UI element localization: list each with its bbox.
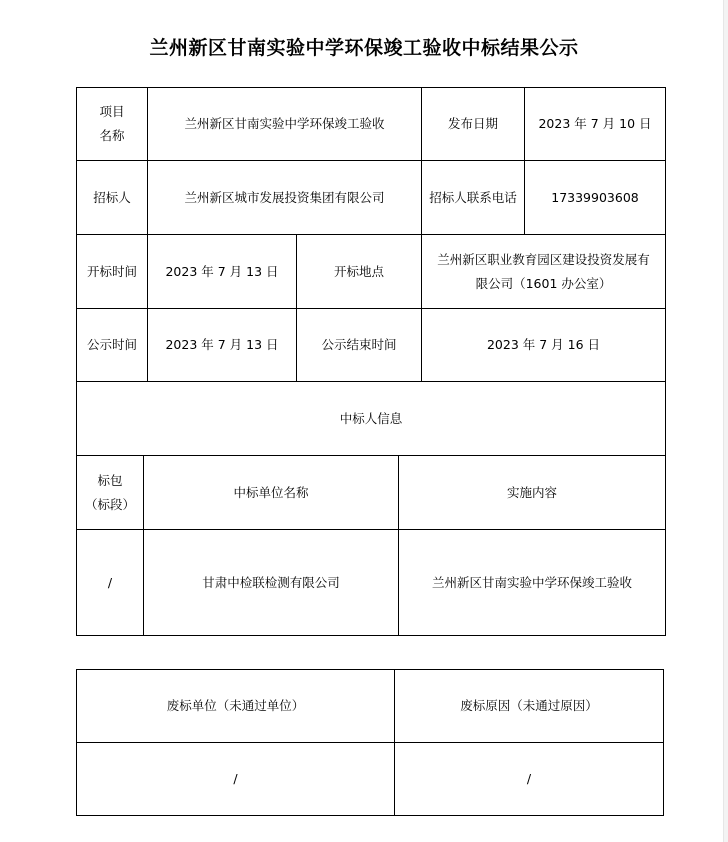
label-line: 名称 <box>99 128 125 143</box>
rejected-row-reason: / <box>394 742 664 816</box>
winner-name-column-header: 中标单位名称 <box>143 455 399 530</box>
label-line: 项目 <box>99 104 125 119</box>
lot-column-header <box>76 455 144 530</box>
opening-place-value <box>421 234 666 309</box>
opening-place-label: 开标地点 <box>296 234 422 309</box>
winner-section-header: 中标人信息 <box>76 381 666 456</box>
page-edge <box>723 0 728 842</box>
header-line: 标包 <box>97 472 123 488</box>
notice-time-label: 公示时间 <box>76 308 148 382</box>
place-line: 兰州新区职业教育园区建设投资发展有 <box>437 251 650 267</box>
rejected-reason-header: 废标原因（未通过原因） <box>394 669 664 743</box>
project-name-label <box>76 87 148 161</box>
page-title: 兰州新区甘南实验中学环保竣工验收中标结果公示 <box>149 37 579 59</box>
tenderer-phone-value: 17339903608 <box>524 160 666 235</box>
place-line: 限公司（1601 办公室） <box>475 275 612 291</box>
content-column-header: 实施内容 <box>398 455 666 530</box>
winner-row-lot: / <box>76 529 144 636</box>
publish-date-label: 发布日期 <box>421 87 525 161</box>
winner-row-content: 兰州新区甘南实验中学环保竣工验收 <box>398 529 666 636</box>
rejected-unit-header: 废标单位（未通过单位） <box>76 669 395 743</box>
opening-time-label: 开标时间 <box>76 234 148 309</box>
header-line: （标段） <box>84 496 135 512</box>
winner-row-name: 甘肃中检联检测有限公司 <box>143 529 399 636</box>
notice-end-value: 2023 年 7 月 16 日 <box>421 308 666 382</box>
notice-end-label: 公示结束时间 <box>296 308 422 382</box>
tenderer-phone-label: 招标人联系电话 <box>421 160 525 235</box>
publish-date-value: 2023 年 7 月 10 日 <box>524 87 666 161</box>
opening-time-value: 2023 年 7 月 13 日 <box>147 234 297 309</box>
project-name-value: 兰州新区甘南实验中学环保竣工验收 <box>147 87 422 161</box>
tenderer-value: 兰州新区城市发展投资集团有限公司 <box>147 160 422 235</box>
rejected-row-unit: / <box>76 742 395 816</box>
notice-time-value: 2023 年 7 月 13 日 <box>147 308 297 382</box>
tenderer-label: 招标人 <box>76 160 148 235</box>
